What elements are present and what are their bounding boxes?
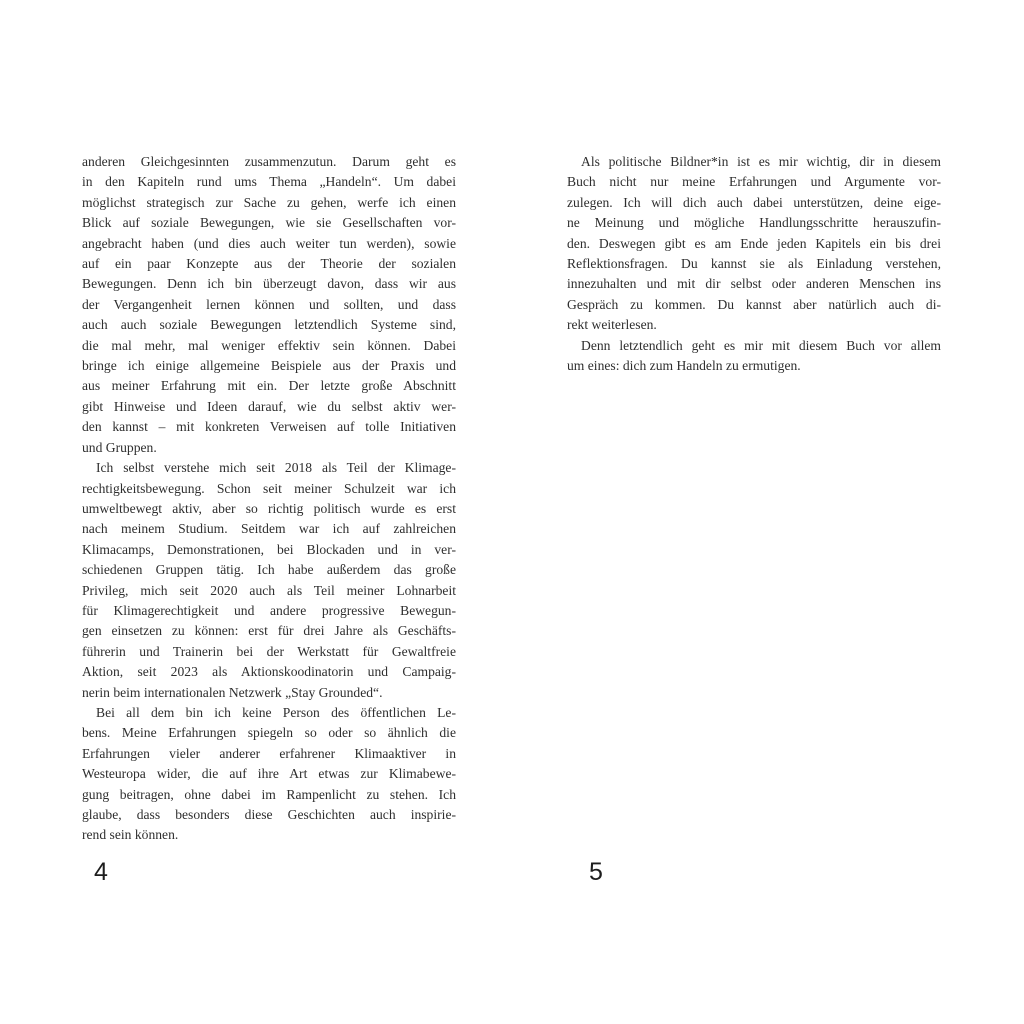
text-line: innezuhalten und mit dir selbst oder anderen Menschen ins <box>567 276 941 292</box>
text-line: rend sein können. <box>82 827 179 843</box>
text-line: Bei all dem bin ich keine Person des öffentlichen Le- <box>96 704 456 720</box>
text-line: nach meinem Studium. Seitdem war ich auf zahlreichen <box>82 521 456 537</box>
text-line: Als politische Bildner*in ist es mir wichtig, dir in diesem <box>581 154 941 169</box>
text-line: Gespräch zu kommen. Du kannst aber natürlich auch di- <box>567 296 941 312</box>
page-column <box>82 152 456 846</box>
text-line: Blick auf soziale Bewegungen, wie sie Gesellschaften vor- <box>82 215 456 231</box>
text-line: zulegen. Ich will dich auch dabei unterstützen, deine eige- <box>567 194 941 210</box>
text-line: Bewegungen. Denn ich bin überzeugt davon, dass wir aus <box>82 276 456 292</box>
paragraph <box>82 703 456 846</box>
text-line: und Gruppen. <box>82 439 157 455</box>
text-line: ne Meinung und mögliche Handlungsschritte herauszufin- <box>567 215 941 231</box>
text-line: nerin beim internationalen Netzwerk „Stay Grounded“. <box>82 684 383 700</box>
text-line: Reflektionsfragen. Du kannst sie als Einladung verstehen, <box>567 256 941 272</box>
text-line: bens. Meine Erfahrungen spiegeln so oder so ähnlich die <box>82 725 456 741</box>
text-line: Erfahrungen vieler anderer erfahrener Klimaaktiver in <box>82 745 456 761</box>
text-line: den kannst – mit konkreten Verweisen auf tolle Initiativen <box>82 419 456 435</box>
page-column <box>567 152 941 376</box>
text-line: Privileg, mich seit 2020 auch als Teil meiner Lohnarbeit <box>82 582 456 598</box>
text-line: auch auch soziale Bewegungen letztendlich Systeme sind, <box>82 317 456 333</box>
text-line: der Vergangenheit lernen können und sollten, und dass <box>82 296 456 312</box>
text-line: gibt Hinweise und Ideen darauf, wie du selbst aktiv wer- <box>82 398 456 414</box>
text-line: rechtigkeitsbewegung. Schon seit meiner Schulzeit war ich <box>82 480 456 496</box>
page-number-left: 4 <box>94 858 108 886</box>
text-line: gung beitragen, ohne dabei im Rampenlicht zu stehen. Ich <box>82 786 456 802</box>
text-line: Klimacamps, Demonstrationen, bei Blockaden und in ver- <box>82 541 456 557</box>
text-line: Denn letztendlich geht es mir mit diesem Buch vor allem <box>581 337 941 353</box>
paragraph <box>567 336 941 377</box>
text-line: für Klimagerechtigkeit und andere progressive Bewegun- <box>82 602 456 618</box>
text-line: aus meiner Erfahrung mit ein. Der letzte große Abschnitt <box>82 378 456 394</box>
text-line: Aktion, seit 2023 als Aktionskoodinatorin und Campaig- <box>82 664 456 680</box>
text-line: anderen Gleichgesinnten zusammenzutun. Darum geht es <box>82 154 456 169</box>
text-line: gen einsetzen zu können: erst für drei Jahre als Geschäfts- <box>82 623 456 639</box>
text-line: Ich selbst verstehe mich seit 2018 als Teil der Klimage- <box>96 460 456 476</box>
paragraph <box>82 152 456 458</box>
paragraph <box>567 152 941 336</box>
text-line: schiedenen Gruppen tätig. Ich habe außerdem das große <box>82 562 456 578</box>
paragraph <box>82 458 456 703</box>
text-line: den. Deswegen gibt es am Ende jeden Kapitels ein bis drei <box>567 235 941 251</box>
text-line: führerin und Trainerin bei der Werkstatt für Gewaltfreie <box>82 643 456 659</box>
text-line: Buch nicht nur meine Erfahrungen und Argumente vor- <box>567 174 941 190</box>
text-line: Westeuropa wider, die auf ihre Art etwas zur Klimabewe- <box>82 766 456 782</box>
text-line: um eines: dich zum Handeln zu ermutigen. <box>567 358 801 374</box>
text-line: bringe ich einige allgemeine Beispiele aus der Praxis und <box>82 358 456 374</box>
page-number-right: 5 <box>589 858 603 886</box>
text-line: in den Kapiteln rund ums Thema „Handeln“. Um dabei <box>82 174 456 190</box>
text-line: die mal mehr, mal weniger effektiv sein können. Dabei <box>82 337 456 353</box>
text-line: glaube, dass besonders diese Geschichten auch inspirie- <box>82 807 456 822</box>
text-line: angebracht haben (und dies auch weiter tun werden), sowie <box>82 235 456 251</box>
text-line: auf ein paar Konzepte aus der Theorie der sozialen <box>82 256 456 272</box>
text-line: rekt weiterlesen. <box>567 317 657 333</box>
text-line: umweltbewegt aktiv, aber so richtig politisch wurde es erst <box>82 500 456 516</box>
text-line: möglichst strategisch zur Sache zu gehen, werfe ich einen <box>82 194 456 210</box>
